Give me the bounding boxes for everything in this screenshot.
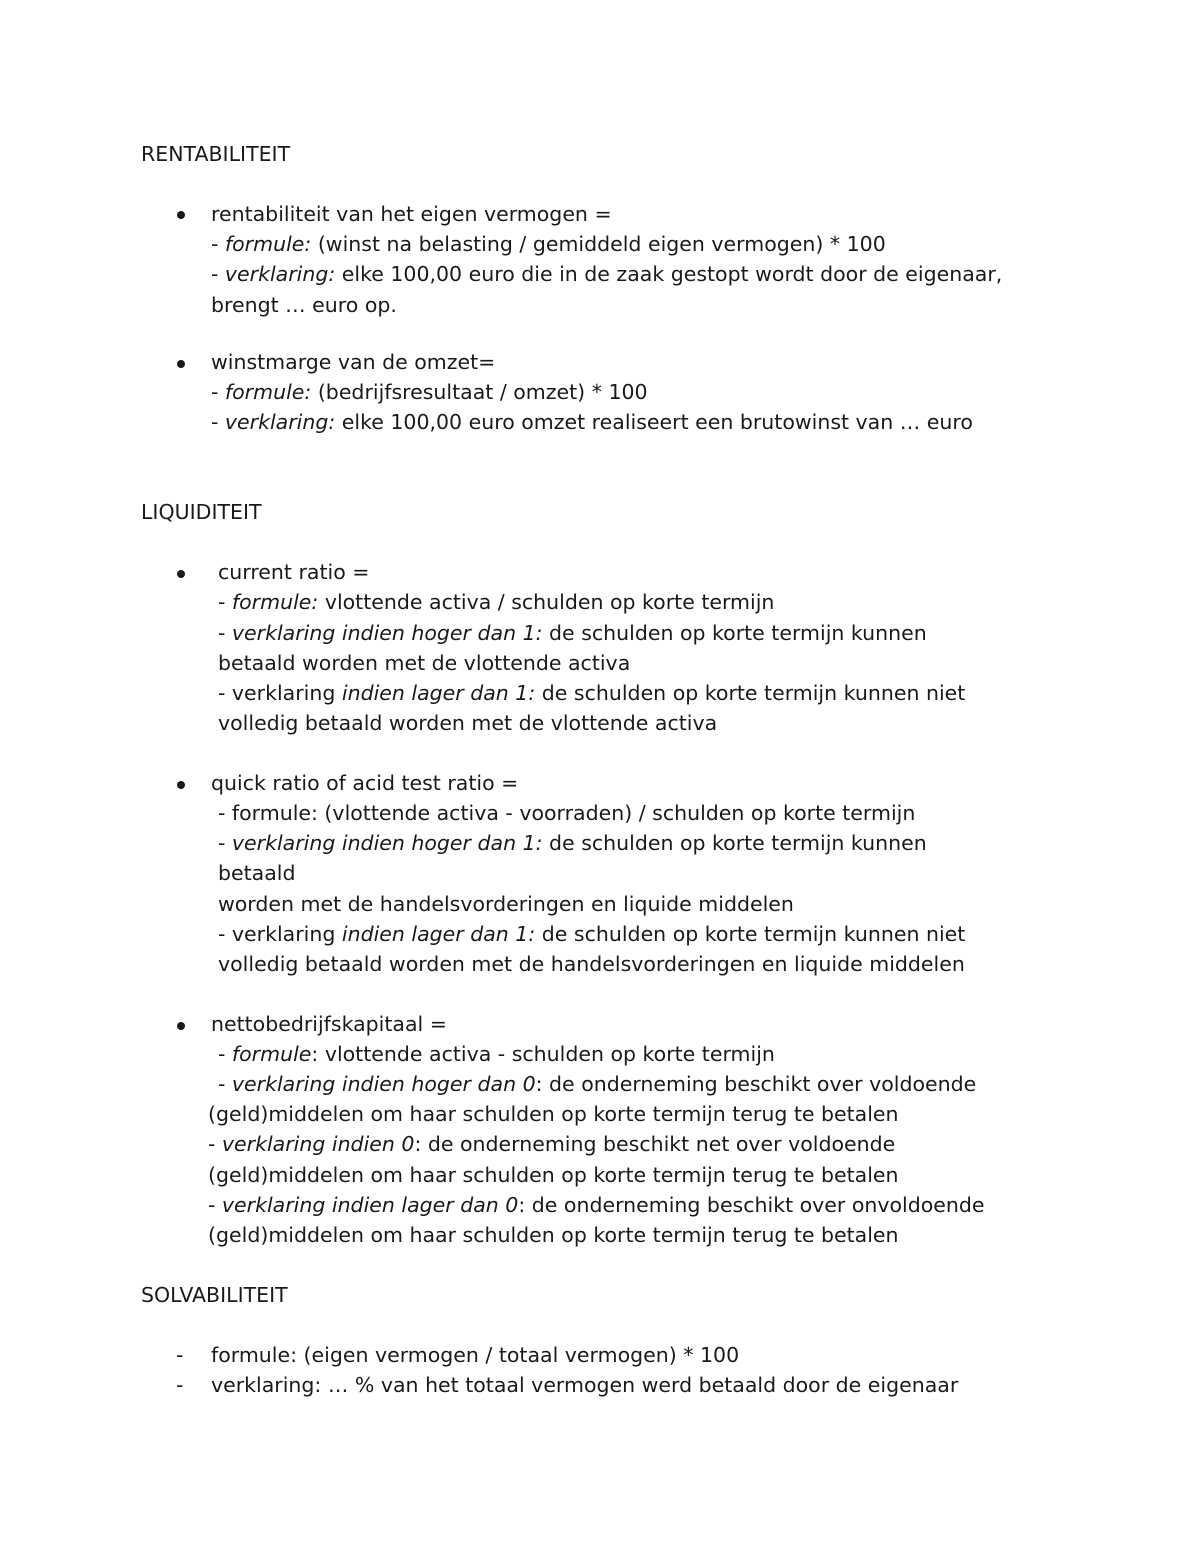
verklaring-lager-cont: volledig betaald worden met de vlottende activa <box>218 711 718 735</box>
verklaring-hoger-line: - verklaring indien hoger dan 1: de schulden op korte termijn kunnen <box>218 621 927 645</box>
item-title-quick-ratio: quick ratio of acid test ratio = <box>211 771 519 795</box>
verklaring-lager-line: - verklaring indien lager dan 1: de schulden op korte termijn kunnen niet <box>218 681 966 705</box>
item-title-rev: rentabiliteit van het eigen vermogen = <box>211 202 612 226</box>
verklaring-nul-cont: (geld)middelen om haar schulden op korte termijn terug te betalen <box>208 1163 899 1187</box>
verklaring-hoger-line: - verklaring indien hoger dan 1: de schulden op korte termijn kunnen <box>218 831 927 855</box>
verklaring-lager-cont: (geld)middelen om haar schulden op korte termijn terug te betalen <box>208 1223 899 1247</box>
verklaring-lager-line: - verklaring indien lager dan 1: de schulden op korte termijn kunnen niet <box>218 922 966 946</box>
bullet-icon <box>177 781 185 789</box>
verklaring-cont: brengt … euro op. <box>211 293 397 317</box>
formule-line: - formule: (vlottende activa - voorraden) / schulden op korte termijn <box>218 801 916 825</box>
formule-line: - formule: (winst na belasting / gemiddeld eigen vermogen) * 100 <box>211 232 886 256</box>
bullet-icon <box>177 570 185 578</box>
bullet-icon <box>177 1022 185 1030</box>
formule-line: - formule: vlottende activa / schulden op korte termijn <box>218 590 775 614</box>
verklaring-hoger-cont: betaald worden met de vlottende activa <box>218 651 631 675</box>
heading-liquiditeit: LIQUIDITEIT <box>141 500 262 524</box>
verklaring-hoger-cont: betaald <box>218 861 296 885</box>
verklaring-nul-line: - verklaring indien 0: de onderneming beschikt net over voldoende <box>208 1132 896 1156</box>
formule-line: formule: (eigen vermogen / totaal vermogen) * 100 <box>211 1343 740 1367</box>
verklaring-lager-line: - verklaring indien lager dan 0: de onderneming beschikt over onvoldoende <box>208 1193 985 1217</box>
item-title-nettobedrijfskapitaal: nettobedrijfskapitaal = <box>211 1012 447 1036</box>
formule-line: - formule: vlottende activa - schulden op korte termijn <box>218 1042 775 1066</box>
verklaring-line: verklaring: … % van het totaal vermogen werd betaald door de eigenaar <box>211 1373 959 1397</box>
heading-solvabiliteit: SOLVABILITEIT <box>141 1283 288 1307</box>
verklaring-lager-cont: volledig betaald worden met de handelsvorderingen en liquide middelen <box>218 952 965 976</box>
item-title-current-ratio: current ratio = <box>218 560 370 584</box>
dash-marker: - <box>176 1373 184 1397</box>
dash-marker: - <box>176 1343 184 1367</box>
heading-rentabiliteit: RENTABILITEIT <box>141 142 291 166</box>
verklaring-line: - verklaring: elke 100,00 euro omzet realiseert een brutowinst van … euro <box>211 410 973 434</box>
verklaring-hoger-cont: worden met de handelsvorderingen en liquide middelen <box>218 892 794 916</box>
verklaring-hoger-line: - verklaring indien hoger dan 0: de onderneming beschikt over voldoende <box>218 1072 977 1096</box>
bullet-icon <box>177 360 185 368</box>
verklaring-hoger-cont: (geld)middelen om haar schulden op korte termijn terug te betalen <box>208 1102 899 1126</box>
verklaring-line: - verklaring: elke 100,00 euro die in de zaak gestopt wordt door de eigenaar, <box>211 262 1003 286</box>
formule-line: - formule: (bedrijfsresultaat / omzet) * 100 <box>211 380 648 404</box>
item-title-winstmarge: winstmarge van de omzet= <box>211 350 496 374</box>
bullet-icon <box>177 211 185 219</box>
